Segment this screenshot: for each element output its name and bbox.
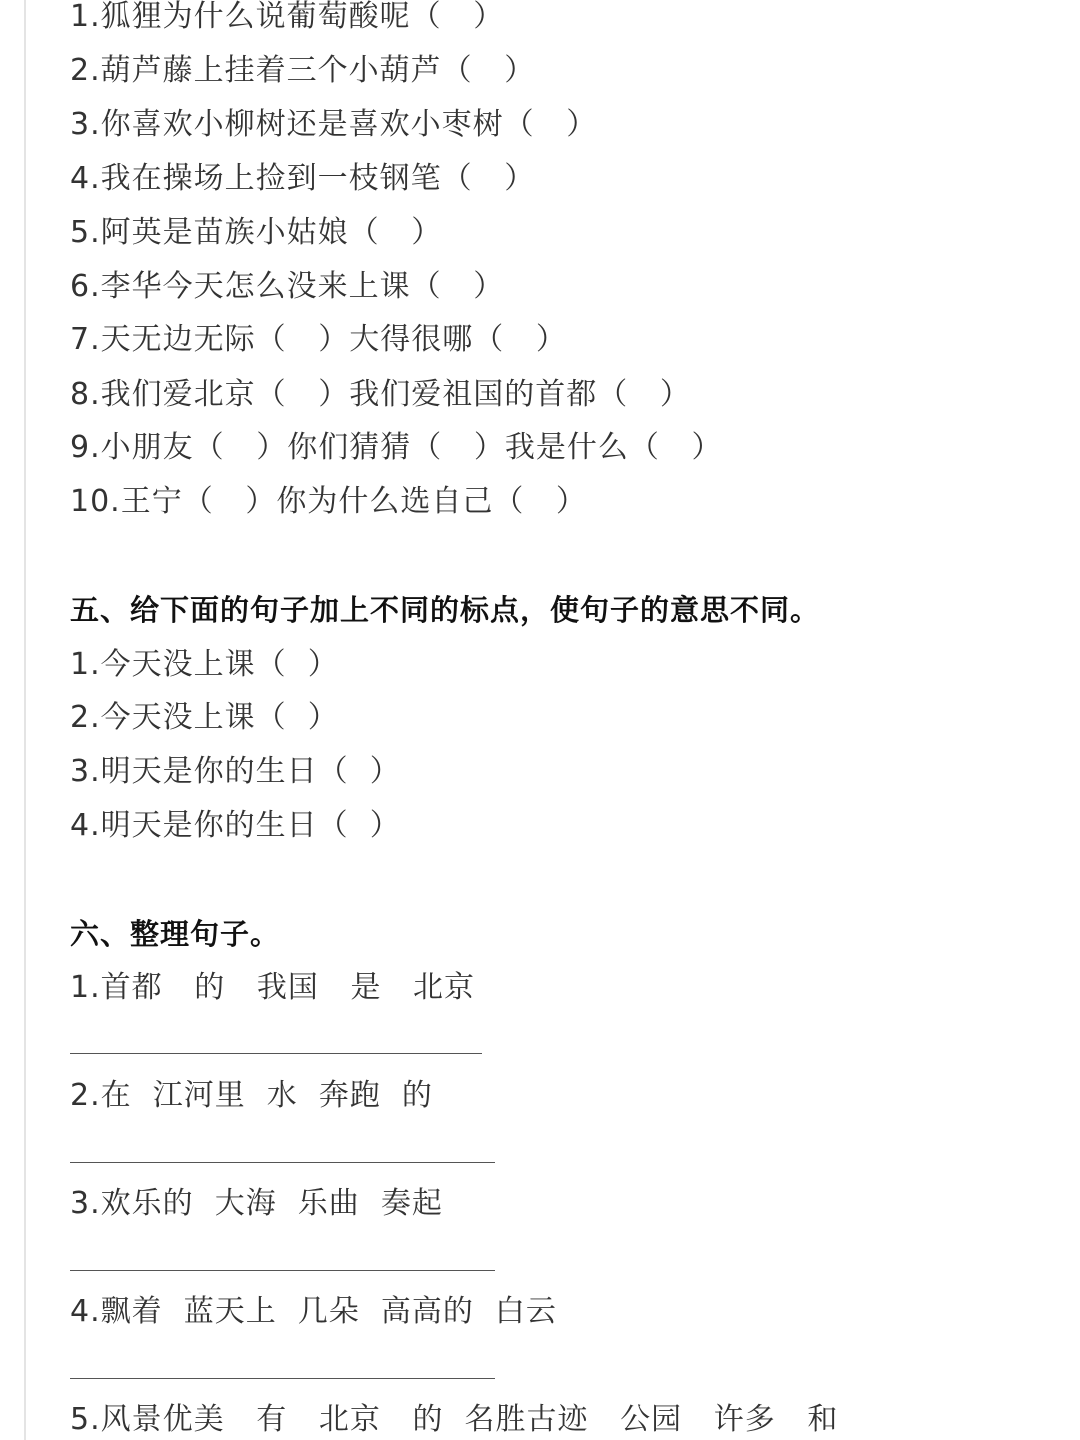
s6-answer-line-1[interactable] bbox=[70, 1053, 482, 1054]
s4-item-4: 4.我在操场上捡到一枝钢笔（ ） bbox=[70, 161, 536, 196]
s6-answer-line-3[interactable] bbox=[70, 1270, 495, 1271]
s4-item-5: 5.阿英是苗族小姑娘（ ） bbox=[70, 215, 443, 250]
left-margin-rule bbox=[24, 0, 26, 1440]
section6-title: 六、整理句子。 bbox=[70, 917, 281, 951]
section5-title: 五、给下面的句子加上不同的标点，使句子的意思不同。 bbox=[70, 593, 821, 627]
s4-item-6: 6.李华今天怎么没来上课（ ） bbox=[70, 269, 505, 304]
s4-item-7: 7.天无边无际（ ）大得很哪（ ） bbox=[70, 322, 567, 357]
s4-item-1: 1.狐狸为什么说葡萄酸呢（ ） bbox=[70, 0, 505, 34]
s4-item-10: 10.王宁（ ）你为什么选自己（ ） bbox=[70, 484, 587, 519]
s5-item-3: 3.明天是你的生日（ ） bbox=[70, 754, 401, 789]
s6-item-5: 5.风景优美 有 北京 的 名胜古迹 公园 许多 和 bbox=[70, 1402, 839, 1437]
s4-item-3: 3.你喜欢小柳树还是喜欢小枣树（ ） bbox=[70, 107, 598, 142]
s6-item-3: 3.欢乐的 大海 乐曲 奏起 bbox=[70, 1186, 443, 1221]
s5-item-4: 4.明天是你的生日（ ） bbox=[70, 808, 401, 843]
s6-item-4: 4.飘着 蓝天上 几朵 高高的 白云 bbox=[70, 1294, 557, 1329]
s6-answer-line-2[interactable] bbox=[70, 1162, 495, 1163]
s5-item-2: 2.今天没上课（ ） bbox=[70, 700, 339, 735]
s6-item-1: 1.首都 的 我国 是 北京 bbox=[70, 970, 476, 1005]
s6-item-2: 2.在 江河里 水 奔跑 的 bbox=[70, 1078, 433, 1113]
s4-item-9: 9.小朋友（ ）你们猜猜（ ）我是什么（ ） bbox=[70, 430, 723, 465]
s5-item-1: 1.今天没上课（ ） bbox=[70, 647, 339, 682]
s6-answer-line-4[interactable] bbox=[70, 1378, 495, 1379]
s4-item-2: 2.葫芦藤上挂着三个小葫芦（ ） bbox=[70, 53, 536, 88]
s4-item-8: 8.我们爱北京（ ）我们爱祖国的首都（ ） bbox=[70, 377, 691, 412]
